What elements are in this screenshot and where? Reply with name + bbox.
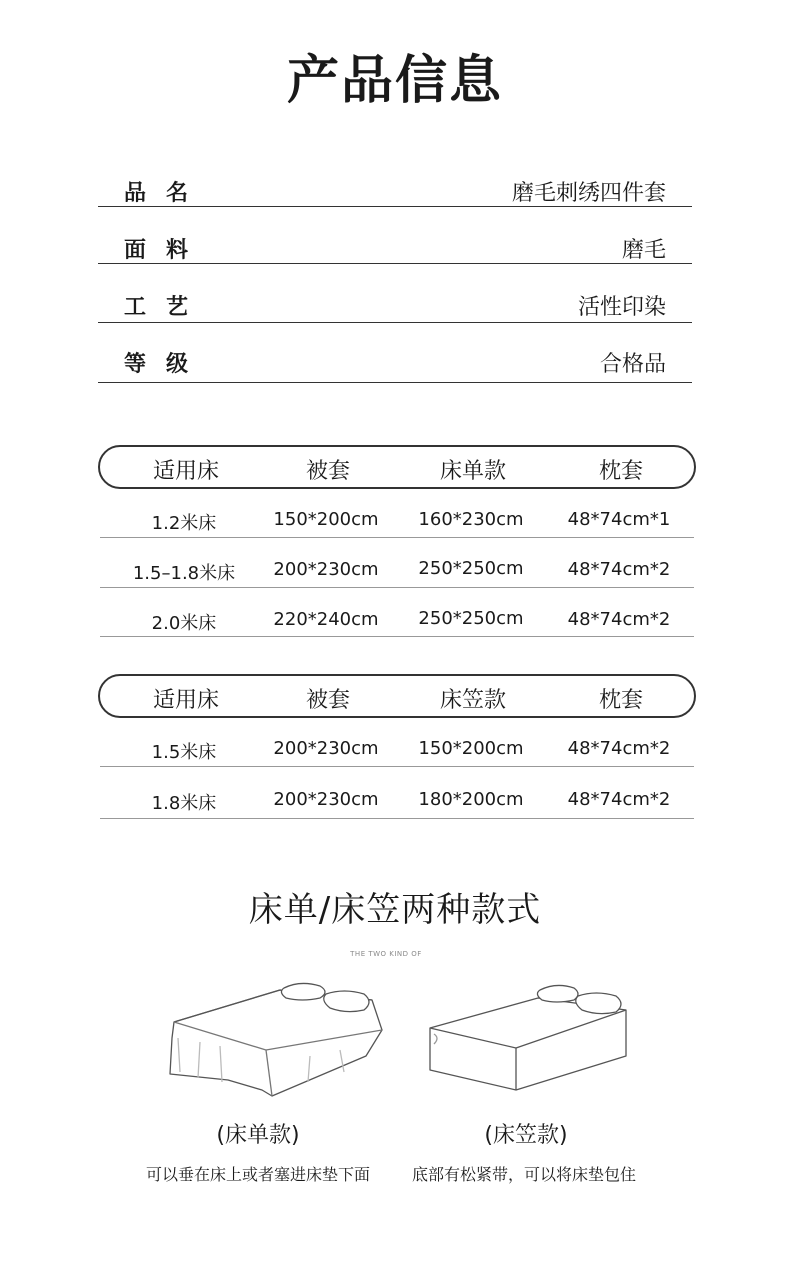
divider bbox=[100, 818, 694, 819]
table-cell: 250*250cm bbox=[418, 558, 524, 579]
table-cell: 200*230cm bbox=[273, 789, 379, 810]
table-cell: 250*250cm bbox=[418, 608, 524, 629]
info-key: 面料 bbox=[124, 238, 209, 263]
header-cell: 枕套 bbox=[598, 459, 643, 484]
header-cell: 被套 bbox=[305, 688, 350, 713]
header-cell: 床单款 bbox=[439, 459, 506, 484]
table-cell: 1.5米床 bbox=[151, 742, 217, 763]
info-key: 品名 bbox=[124, 181, 209, 206]
info-row-process bbox=[98, 282, 692, 322]
info-value: 活性印染 bbox=[577, 295, 666, 320]
info-row-fabric bbox=[98, 225, 692, 265]
table-cell: 200*230cm bbox=[273, 738, 379, 759]
table-cell: 220*240cm bbox=[273, 609, 379, 630]
table-cell: 200*230cm bbox=[273, 559, 379, 580]
table-cell: 150*200cm bbox=[273, 509, 379, 530]
header-cell: 适用床 bbox=[152, 688, 219, 713]
header-cell: 枕套 bbox=[598, 688, 643, 713]
table-header bbox=[98, 674, 696, 718]
fitted-sheet-label: (床笠款) bbox=[484, 1123, 568, 1148]
divider bbox=[98, 263, 692, 264]
info-value: 合格品 bbox=[599, 352, 666, 377]
info-key: 工艺 bbox=[124, 295, 209, 320]
table-cell: 2.0米床 bbox=[151, 613, 217, 634]
info-row-name bbox=[98, 168, 692, 208]
fitted-sheet-bed-icon bbox=[420, 978, 632, 1098]
divider bbox=[98, 382, 692, 383]
table-cell: 48*74cm*2 bbox=[567, 789, 671, 810]
flat-sheet-description: 可以垂在床上或者塞进床垫下面 bbox=[145, 1165, 370, 1184]
table-cell: 1.8米床 bbox=[151, 793, 217, 814]
info-value: 磨毛 bbox=[621, 238, 666, 263]
divider bbox=[100, 537, 694, 538]
fitted-sheet-description: 底部有松紧带，可以将床垫包住 bbox=[411, 1165, 636, 1184]
table-cell: 1.2米床 bbox=[151, 513, 217, 534]
header-cell: 适用床 bbox=[152, 459, 219, 484]
header-cell: 被套 bbox=[305, 459, 350, 484]
section-small-caption: THE TWO KIND OF bbox=[350, 950, 422, 958]
table-cell: 150*200cm bbox=[418, 738, 524, 759]
divider bbox=[98, 322, 692, 323]
table-header bbox=[98, 445, 696, 489]
page-title: 产品信息 bbox=[286, 51, 503, 111]
table-cell: 1.5–1.8米床 bbox=[132, 563, 236, 584]
info-row-grade bbox=[98, 339, 692, 379]
divider bbox=[100, 587, 694, 588]
info-value: 磨毛刺绣四件套 bbox=[511, 181, 666, 206]
section-title: 床单/床笠两种款式 bbox=[248, 890, 542, 930]
flat-sheet-label: (床单款) bbox=[216, 1123, 300, 1148]
divider bbox=[98, 206, 692, 207]
table-cell: 160*230cm bbox=[418, 509, 524, 530]
table-cell: 48*74cm*2 bbox=[567, 738, 671, 759]
flat-sheet-bed-icon bbox=[160, 978, 390, 1098]
table-cell: 48*74cm*2 bbox=[567, 609, 671, 630]
table-cell: 48*74cm*1 bbox=[567, 509, 671, 530]
divider bbox=[100, 636, 694, 637]
header-cell: 床笠款 bbox=[439, 688, 506, 713]
table-cell: 48*74cm*2 bbox=[567, 559, 671, 580]
divider bbox=[100, 766, 694, 767]
table-cell: 180*200cm bbox=[418, 789, 524, 810]
info-key: 等级 bbox=[124, 352, 209, 377]
